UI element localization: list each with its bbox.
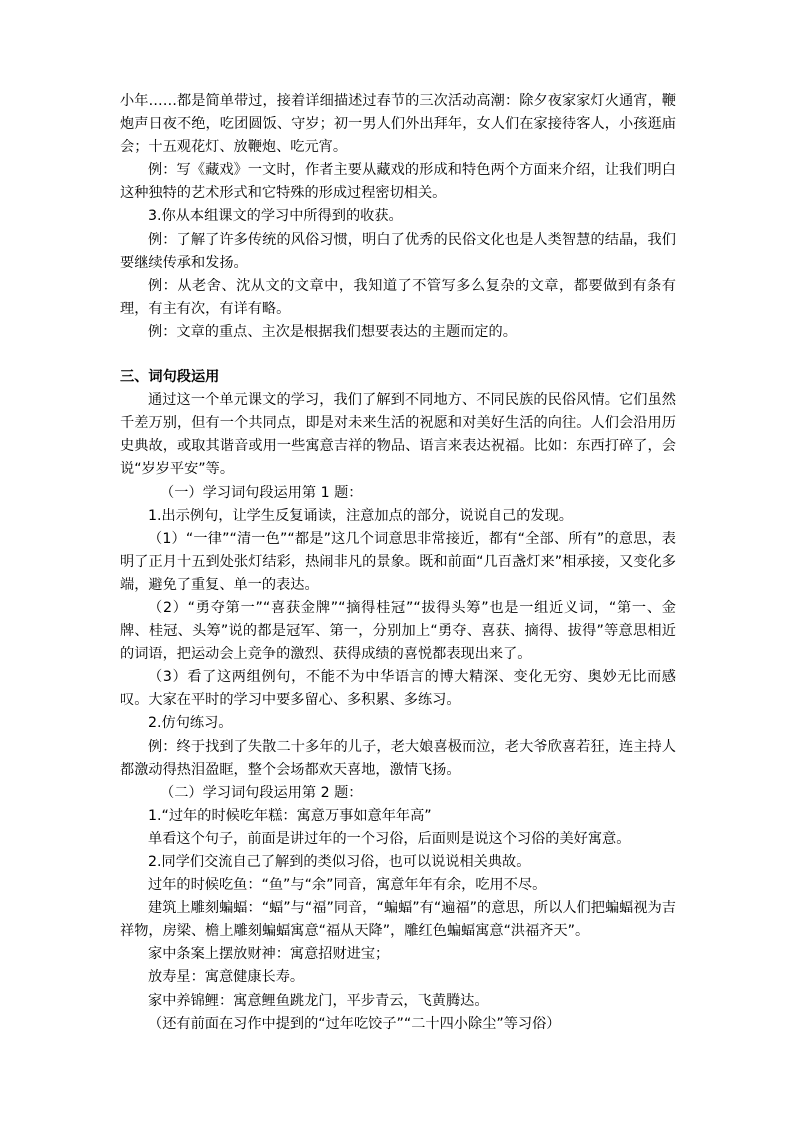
paragraph-bat: 建筑上雕刻蝙蝠：“蝠”与“福”同音，“蝙蝠”有“遍福”的意思，所以人们把蝙蝠视为吉祥物，房梁、檐上雕刻蝙蝠寓意“福从天降”，雕红色蝙蝠寓意“洪福齐天”。 (120, 900, 676, 940)
paragraph-intro: 通过这一个单元课文的学习，我们了解到不同地方、不同民族的民俗风情。它们虽然千差万别，但有一个共同点，即是对未来生活的祝愿和对美好生活的向往。人们会沿用历史典故，或取其谐音或用一些寓意吉祥的物品、语言来表达祝福。比如：东西打碎了，会说“岁岁平安”等。 (120, 392, 676, 478)
section-heading: 三、词句段运用 (120, 369, 220, 386)
paragraph-example-customs: 例：了解了许多传统的风俗习惯，明白了优秀的民俗文化也是人类智慧的结晶，我们要继续传承和发扬。 (120, 231, 676, 271)
paragraph-example-laoshe: 例：从老舍、沈从文的文章中，我知道了不管写多么复杂的文章，都要做到有条有理，有主有次，有详有略。 (120, 277, 676, 317)
paragraph-point-2: （2）“勇夺第一”“喜获金牌”“摘得桂冠”“拔得头筹”也是一组近义词，“第一、金牌、桂冠、头筹”说的都是冠军、第一，分别加上“勇夺、喜获、摘得、拔得”等意思相近的词语，把运动会上竞争的激烈、获得成绩的喜悦都表现出来了。 (120, 599, 676, 663)
paragraph-item-1: 1.出示例句，让学生反复诵读，注意加点的部分，说说自己的发现。 (148, 507, 573, 524)
paragraph-subsection-1: （一）学习词句段运用第 1 题： (160, 484, 363, 501)
document-page (120, 90, 676, 1036)
paragraph-niangao-meaning: 单看这个句子，前面是讲过年的一个习俗，后面则是说这个习俗的美好寓意。 (148, 830, 631, 847)
paragraph-point-3: （3）看了这两组例句，不能不为中华语言的博大精深、变化无穷、奥妙无比而感叹。大家在平时的学习中要多留心、多积累、多练习。 (120, 669, 676, 709)
paragraph-shouxing: 放寿星：寓意健康长寿。 (148, 969, 305, 986)
paragraph-item-2: 2.仿句练习。 (148, 715, 233, 732)
paragraph-point-1: （1）“一律”“清一色”“都是”这几个词意思非常接近，都有“全部、所有”的意思，表明了正月十五到处张灯结彩，热闹非凡的景象。既和前面“几百盏灯来”相承接，又变化多端，避免了重复、单一的表达。 (120, 530, 676, 593)
paragraph-example-zangxi: 例：写《藏戏》一文时，作者主要从藏戏的形成和特色两个方面来介绍，让我们明白这种独特的艺术形式和它特殊的形成过程密切相关。 (120, 162, 676, 202)
paragraph-imitation-example: 例：终于找到了失散二十多年的儿子，老大娘喜极而泣，老大爷欣喜若狂，连主持人都激动得热泪盈眶，整个会场都欢天喜地，激情飞扬。 (120, 738, 676, 778)
paragraph-example-theme: 例：文章的重点、主次是根据我们想要表达的主题而定的。 (148, 323, 517, 340)
paragraph-caishen: 家中条案上摆放财神：寓意招财进宝； (148, 946, 390, 963)
paragraph-carp: 家中养锦鲤：寓意鲤鱼跳龙门，平步青云，飞黄腾达。 (148, 992, 489, 1009)
paragraph-subsection-2: （二）学习词句段运用第 2 题： (160, 784, 363, 801)
paragraph-festival-summary: 小年……都是简单带过，接着详细描述过春节的三次活动高潮：除夕夜家家灯火通宵，鞭炮声日夜不绝，吃团圆饭、守岁；初一男人们外出拜年，女人们在家接待客人，小孩逛庙会；十五观花灯、放鞭炮、吃元宵。 (120, 93, 676, 156)
section-spacer (120, 344, 676, 366)
paragraph-other-customs: （还有前面在习作中提到的“过年吃饺子”“二十四小除尘”等习俗） (148, 1015, 561, 1032)
paragraph-niangao: 1.“过年的时候吃年糕：寓意万事如意年年高” (148, 807, 432, 824)
paragraph-question-3: 3.你从本组课文的学习中所得到的收获。 (148, 208, 403, 225)
paragraph-fish: 过年的时候吃鱼：“鱼”与“余”同音，寓意年年有余，吃用不尽。 (148, 877, 547, 894)
paragraph-exchange: 2.同学们交流自己了解到的类似习俗，也可以说说相关典故。 (148, 854, 531, 870)
